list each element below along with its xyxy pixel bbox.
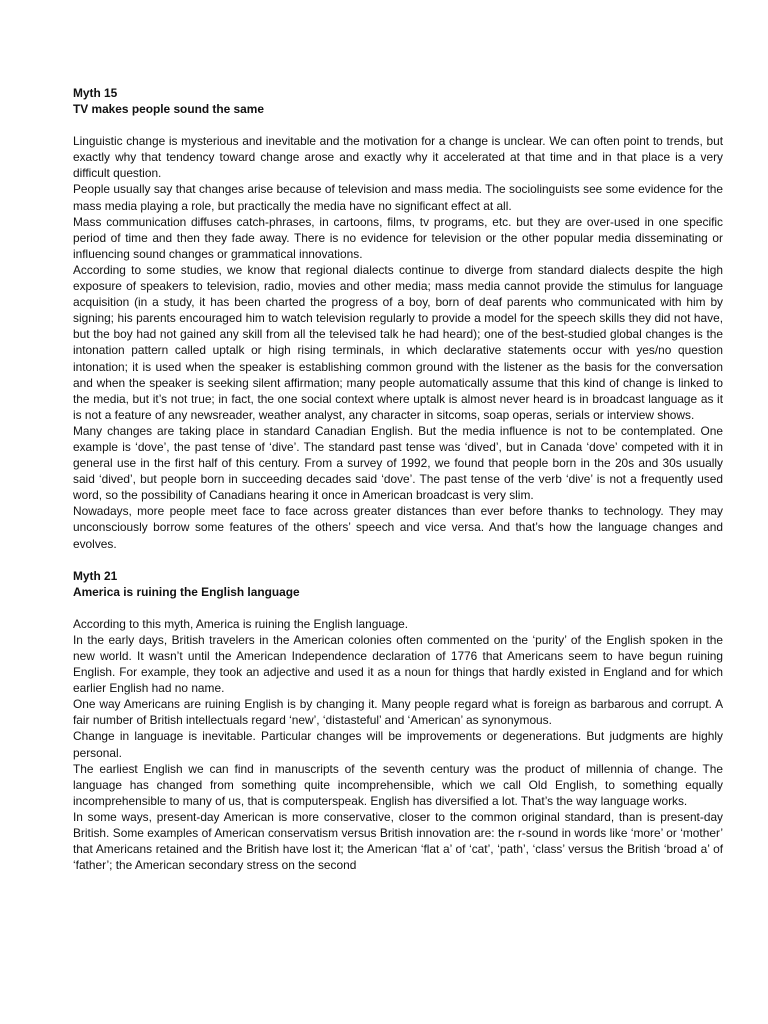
paragraph: In some ways, present-day American is more conservative, closer to the common original standard, than is present-day British. Some examples of American conservatism versus British innovation are: the r-sound in words like ‘more’ or ‘mother’ that Americans retained and the British have lost it; the American ‘flat a’ of ‘cat’, ‘path’, ‘class’ versus the British ‘broad a’ of ‘father’; the American secondary stress on the second xyxy=(73,809,723,873)
section-title: TV makes people sound the same xyxy=(73,102,264,117)
section-heading xyxy=(73,568,723,600)
section-myth-15 xyxy=(73,85,723,552)
paragraph: Mass communication diffuses catch-phrases, in cartoons, films, tv programs, etc. but they are over-used in one specific period of time and then they fade away. There is no evidence for television or the other popular media disseminating or influencing sound changes or grammatical innovations. xyxy=(73,214,723,261)
paragraph: Nowadays, more people meet face to face across greater distances than ever before thanks to technology. They may unconsciously borrow some features of the others’ speech and vice versa. And that’s how the language changes and evolves. xyxy=(73,504,723,551)
section-label: Myth 21 xyxy=(73,568,118,583)
paragraph: Many changes are taking place in standard Canadian English. But the media influence is not to be contemplated. One example is ‘dove’, the past tense of ‘dive’. The standard past tense was ‘dived’, but in Canada ‘dove’ competed with it in general use in the first half of this century. From a survey of 1992, we found that people born in the 20s and 30s usually said ‘dived’, but people born in succeeding decades said ‘dove’. The past tense of the verb ‘dive’ is not a frequently used word, so the possibility of Canadians hearing it once in American broadcast is very slim. xyxy=(73,423,723,503)
section-heading xyxy=(73,85,723,117)
paragraph: The earliest English we can find in manuscripts of the seventh century was the product of millennia of change. The language has changed from something quite incomprehensible, which we call Old English, to something equally incomprehensible to many of us, that is computerspeak. English has diversified a lot. That’s the way language works. xyxy=(73,761,723,808)
paragraph: Linguistic change is mysterious and inevitable and the motivation for a change is unclear. We can often point to trends, but exactly why that tendency toward change arose and exactly why it accelerated at that time and in that place is a very difficult question. xyxy=(73,134,723,181)
section-myth-21 xyxy=(73,568,723,874)
paragraph: In the early days, British travelers in the American colonies often commented on the ‘purity’ of the English spoken in the new world. It wasn’t until the American Independence declaration of 1776 that Americans seem to have begun ruining English. For example, they took an adjective and used it as a noun for things that hardly existed in England and for which earlier English had no name. xyxy=(73,632,723,696)
paragraph: People usually say that changes arise because of television and mass media. The sociolinguists see some evidence for the mass media playing a role, but practically the media have no significant effect at all. xyxy=(73,182,723,213)
paragraph: Change in language is inevitable. Particular changes will be improvements or degenerations. But judgments are highly personal. xyxy=(73,729,723,760)
paragraph: One way Americans are ruining English is by changing it. Many people regard what is foreign as barbarous and corrupt. A fair number of British intellectuals regard ‘new’, ‘distasteful’ and ‘American’ as synonymous. xyxy=(73,697,723,728)
section-title: America is ruining the English language xyxy=(73,584,300,599)
paragraph: According to this myth, America is ruining the English language. xyxy=(73,616,409,631)
paragraph: According to some studies, we know that regional dialects continue to diverge from standard dialects despite the high exposure of speakers to television, radio, movies and other media; mass media cannot provide the stimulus for language acquisition (in a study, it has been charted the progress of a boy, born of deaf parents who communicated with him by signing; his parents encouraged him to watch television regularly to provide a model for the speech skills they did not have, but the boy had not gained any skill from all the televised talk he had heard); one of the best-studied global changes is the intonation pattern called uptalk or high rising terminals, in which declarative statements occur with yes/no question intonation; it is used when the speaker is establishing common ground with the listener as the basis for the conversation and when the speaker is seeking silent affirmation; many people automatically assume that this kind of change is linked to the media, but it’s not true; in fact, the one social context where uptalk is almost never heard is in broadcast language as it is not a feature of any newsreader, weather analyst, any character in sitcoms, soap operas, serials or interview shows. xyxy=(73,262,723,422)
document-page xyxy=(73,85,723,873)
section-label: Myth 15 xyxy=(73,86,118,100)
